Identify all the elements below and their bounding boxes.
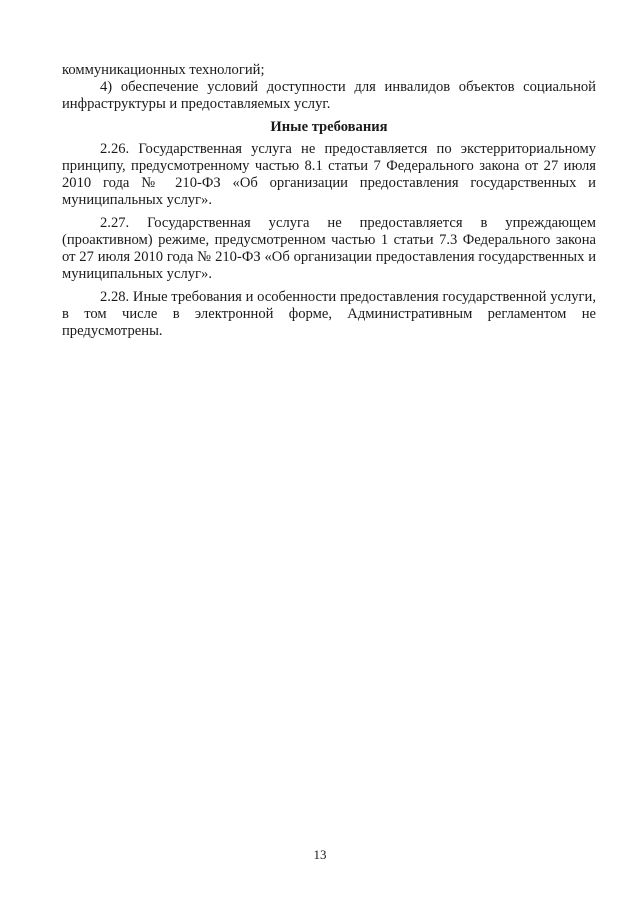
paragraph-2-27: 2.27. Государственная услуга не предоставляется в упреждающем (проактивном) режиме, предусмотренном частью 1 статьи 7.3 Федерального закона от 27 июля 2010 года № 210-ФЗ «Об организации предоставления государственных и муниципальных услуг».: [62, 215, 596, 282]
paragraph-item-4: 4) обеспечение условий доступности для инвалидов объектов социальной инфраструктуры и предоставляемых услуг.: [62, 79, 596, 112]
section-heading: Иные требования: [270, 119, 388, 135]
paragraph-2-28: 2.28. Иные требования и особенности предоставления государственной услуги, в том числе в электронной форме, Административным регламентом не предусмотрены.: [62, 289, 596, 339]
paragraph-2-26: 2.26. Государственная услуга не предоставляется по экстерриториальному принципу, предусмотренному частью 8.1 статьи 7 Федерального закона от 27 июля 2010 года № 210-ФЗ «Об организации предоставления государственных и муниципальных услуг».: [62, 141, 596, 208]
page-number: 13: [313, 847, 327, 862]
document-body: [62, 62, 596, 340]
paragraph-continuation: коммуникационных технологий;: [62, 62, 265, 78]
